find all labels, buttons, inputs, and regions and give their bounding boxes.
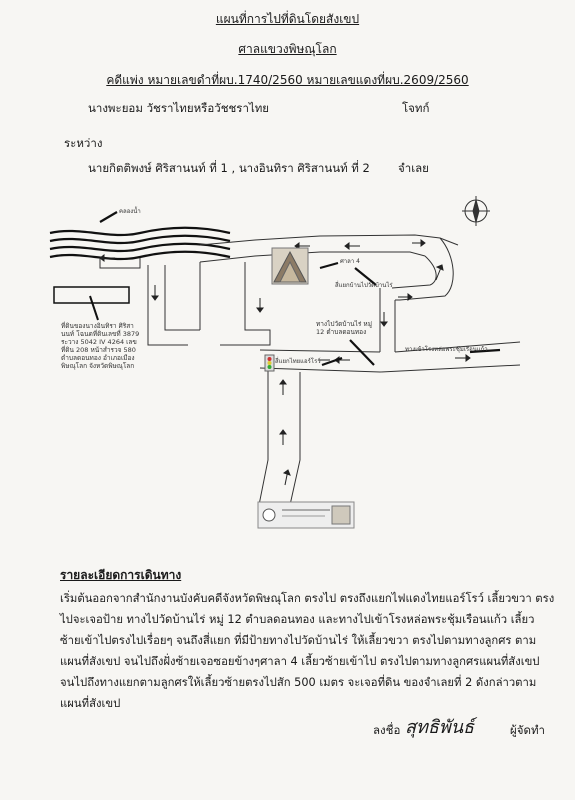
signature-image: สุทธิพันธ์ [405,717,474,738]
document-title: แผนที่การไปที่ดินโดยสังเขป [215,12,360,26]
signature-label: ลงชื่อ [373,723,401,737]
canal-lines [50,228,230,259]
details-body: เริ่มต้นออกจากสำนักงานบังคับคดีจังหวัดพิษณุโลก ตรงไป ตรงถึงแยกไฟแดงไทยแอร์โรว์ เลี้ยวขวา ตรงไปจะเจอป้าย ทางไปวัดบ้านไร่ หมู่ 12 ตำบลดอนทอง และทางไปเข้าโรงหล่อพระชุ้มเรือนแก้ว เลี้ยวซ้ายเข้าไปตรงไปเรื่อยๆ จนถึงสี่แยก ที่มีป้ายทางไปวัดบ้านไร่ ให้เลี้ยวขวา ตรงไปตามทางลูกศร ตามแผนที่สังเขป จนไปถึงฝั่งซ้ายเจอซอยข้างๆศาลา 4 เลี้ยวซ้ายเข้าไป ตรงไปตามทางลูกศรแผนที่สังเขป จนไปถึงทางแยกตามลูกศรให้เลี้ยวซ้ายตรงไปสัก 500 เมตร จะเจอที่ดิน ของจำเลยที่ 2 ดังกล่าวตามแผนที่สังเขป [60,592,555,710]
between-label: ระหว่าง [64,136,103,150]
junction-wat-label: สี่แยกบ้านไปวัดบ้านไร่ [335,282,393,289]
road-top-edge2 [200,252,425,262]
to-wat-label: ทางไปวัดบ้านไร่ หมู่ 12 ตำบลดอนทอง [316,320,372,336]
office-building-icon [258,502,354,528]
court-name: ศาลแขวงพิษณุโลก [238,42,337,56]
to-school-label: ทางเข้าโรงหล่อพระชุ้มเรือนแก้ว [405,346,488,353]
plaintiff-role: โจทก์ [402,101,430,115]
defendant-name: นายกิตติพงษ์ ศิริสานนท์ ที่ 1 , นางอินทิรา ศิริสานนท์ ที่ 2 [88,161,370,175]
case-number: คดีแพ่ง หมายเลขดำที่ผบ.1740/2560 หมายเลขแดงที่ผบ.2609/2560 [106,73,469,87]
road-left-a [148,265,188,345]
compass-icon [462,196,490,226]
road-curve-inner [392,256,436,288]
defendant-role: จำเลย [398,161,429,175]
plaintiff-name: นางพะยอม วัชราไทยหรือวัชชราไทย [88,101,270,115]
shrine-icon [272,248,308,284]
shrine-label: ศาลา 4 [340,258,360,265]
traffic-light-icon [265,355,274,371]
signer-role: ผู้จัดทำ [510,723,545,737]
road-left-b [165,265,200,330]
junction-airport-label: สี่แยกไทยแอร์โรว์ [275,358,321,365]
parcel-note: ที่ดินของนางอินทิรา ศิริสานนท์ โฉนดที่ดินเลขที่ 3879 ระวาง 5042 IV 4264 เลขที่ดิน 208 หน้าสำรวจ 580 ตำบลดอนทอง อำเภอเมืองพิษณุโลก จังหวัดพิษณุโลก [61,322,140,370]
road-curve-outer [395,238,453,300]
canal-label: คลองน้ำ [119,208,141,215]
details-heading: รายละเอียดการเดินทาง [60,568,182,582]
